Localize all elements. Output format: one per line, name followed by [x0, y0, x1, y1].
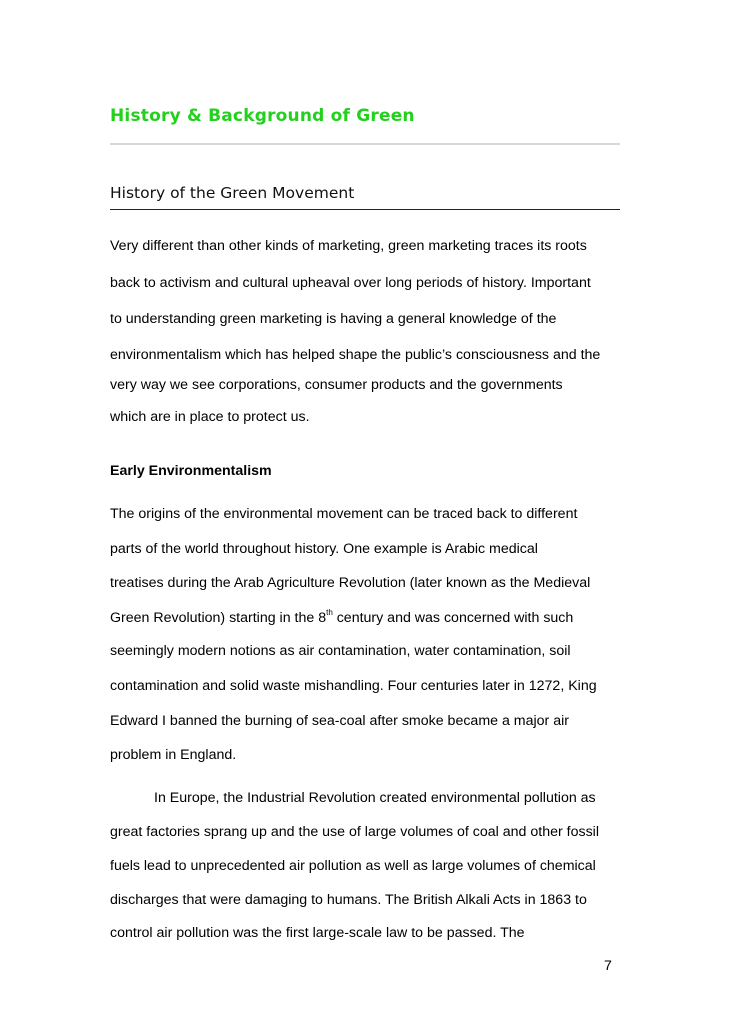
text-line: great factories sprang up and the use of large volumes of coal and other fossil [110, 824, 599, 840]
text-line: control air pollution was the first large-scale law to be passed. The [110, 925, 525, 941]
text-line: seemingly modern notions as air contamination, water contamination, soil [110, 643, 571, 659]
text-line: parts of the world throughout history. One example is Arabic medical [110, 541, 538, 557]
text-line: to understanding green marketing is having a general knowledge of the [110, 311, 557, 327]
text-segment: Green Revolution) starting in the 8 [110, 610, 327, 626]
text-line: fuels lead to unprecedented air pollution as well as large volumes of chemical [110, 858, 596, 874]
text-line: which are in place to protect us. [110, 409, 310, 425]
subheading: Early Environmentalism [110, 463, 272, 479]
text-line: The origins of the environmental movement can be traced back to different [110, 506, 578, 522]
text-line: treatises during the Arab Agriculture Revolution (later known as the Medieval [110, 575, 591, 591]
text-line: In Europe, the Industrial Revolution created environmental pollution as [154, 790, 596, 806]
text-segment: century and was concerned with such [332, 610, 574, 626]
page-number: 7 [604, 958, 612, 974]
section-title-divider [110, 209, 620, 210]
ordinal-superscript: th [326, 608, 333, 617]
text-line: Edward I banned the burning of sea-coal after smoke became a major air [110, 713, 569, 729]
text-line: very way we see corporations, consumer products and the governments [110, 377, 563, 393]
section-title: History of the Green Movement [110, 184, 355, 202]
chapter-title-divider [110, 143, 620, 145]
text-line: problem in England. [110, 747, 237, 763]
text-line: environmentalism which has helped shape the public’s consciousness and the [110, 347, 601, 363]
text-line-with-superscript [110, 610, 573, 627]
text-line: back to activism and cultural upheaval over long periods of history. Important [110, 275, 591, 291]
text-line: discharges that were damaging to humans. The British Alkali Acts in 1863 to [110, 892, 587, 908]
text-line: Very different than other kinds of marketing, green marketing traces its roots [110, 238, 587, 254]
chapter-title: History & Background of Green [110, 106, 415, 126]
text-line: contamination and solid waste mishandling. Four centuries later in 1272, King [110, 678, 597, 694]
